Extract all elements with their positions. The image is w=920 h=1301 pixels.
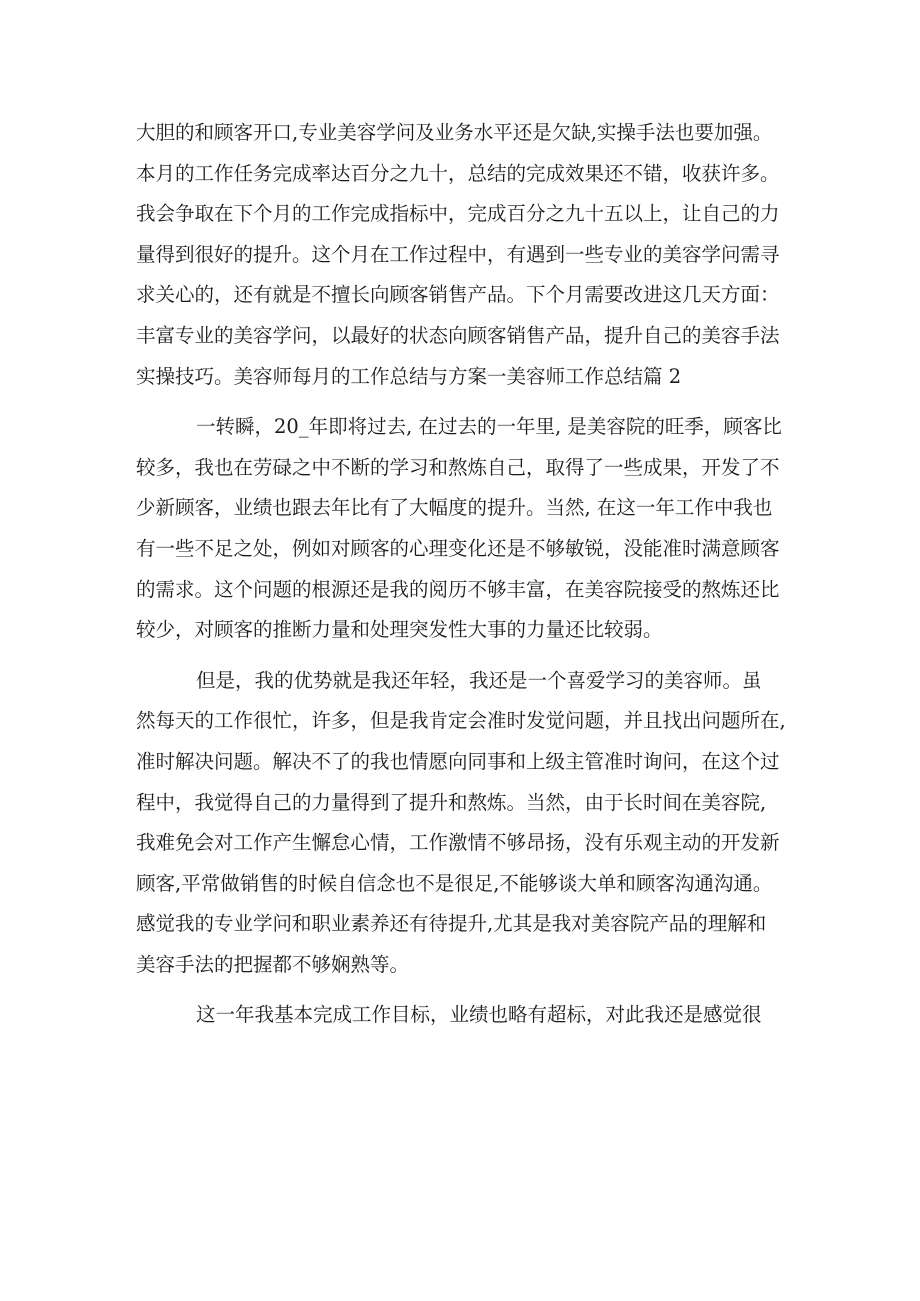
text-line: 少新顾客，业绩也跟去年比有了大幅度的提升。当然, 在这一年工作中我也	[136, 496, 773, 520]
text-line: 有一些不足之处，例如对顾客的心理变化还是不够敏锐，没能准时满意顾客	[136, 536, 780, 560]
text-line: 较多，我也在劳碌之中不断的学习和熬炼自己，取得了一些成果，开发了不	[136, 455, 780, 479]
text-line: 我会争取在下个月的工作完成指标中，完成百分之九十五以上，让自己的力	[136, 202, 780, 226]
text-line: 丰富专业的美容学问，以最好的状态向顾客销售产品，提升自己的美容手法	[136, 323, 780, 347]
text-line: 顾客,平常做销售的时候自信念也不是很足,不能够谈大单和顾客沟通沟通。	[136, 871, 773, 895]
paragraph-2	[136, 407, 800, 651]
text-line: 实操技巧。美容师每月的工作总结与方案一美容师工作总结篇 2	[136, 364, 682, 388]
text-line: 程中，我觉得自己的力量得到了提升和熬炼。当然，由于长时间在美容院,	[136, 790, 767, 814]
paragraph-spacer	[136, 985, 800, 995]
paragraph-3	[136, 661, 800, 986]
paragraph-1	[136, 113, 800, 397]
text-line: 然每天的工作很忙，许多，但是我肯定会准时发觉问题，并且找出问题所在,	[136, 709, 786, 733]
text-line: 美容手法的把握都不够娴熟等。	[136, 952, 410, 976]
text-line-indented: 一转瞬，20_年即将过去, 在过去的一年里, 是美容院的旺季，顾客比	[196, 415, 782, 439]
text-line: 感觉我的专业学问和职业素养还有待提升,尤其是我对美容院产品的理解和	[136, 912, 767, 936]
text-line: 量得到很好的提升。这个月在工作过程中，有遇到一些专业的美容学问需寻	[136, 242, 780, 266]
text-line: 求关心的，还有就是不擅长向顾客销售产品。下个月需要改进这几天方面：	[136, 283, 780, 307]
text-line-indented: 但是，我的优势就是我还年轻，我还是一个喜爱学习的美容师。虽	[196, 668, 762, 692]
paragraph-spacer	[136, 397, 800, 407]
text-line: 大胆的和顾客开口,专业美容学问及业务水平还是欠缺,实操手法也要加强。	[136, 121, 773, 144]
text-line: 较少，对顾客的推断力量和处理突发性大事的力量还比较弱。	[136, 618, 663, 642]
text-line: 的需求。这个问题的根源还是我的阅历不够丰富，在美容院接受的熬炼还比	[136, 577, 780, 601]
text-line: 本月的工作任务完成率达百分之九十，总结的完成效果还不错，收获许多。	[136, 161, 780, 185]
document-body	[136, 113, 800, 1036]
paragraph-spacer	[136, 651, 800, 661]
paragraph-4	[136, 995, 800, 1036]
text-line: 我难免会对工作产生懈怠心情，工作激情不够昂扬，没有乐观主动的开发新	[136, 831, 780, 855]
text-line: 准时解决问题。解决不了的我也情愿向同事和上级主管准时询问，在这个过	[136, 749, 780, 773]
text-line-indented: 这一年我基本完成工作目标，业绩也略有超标，对此我还是感觉很	[196, 1003, 762, 1027]
